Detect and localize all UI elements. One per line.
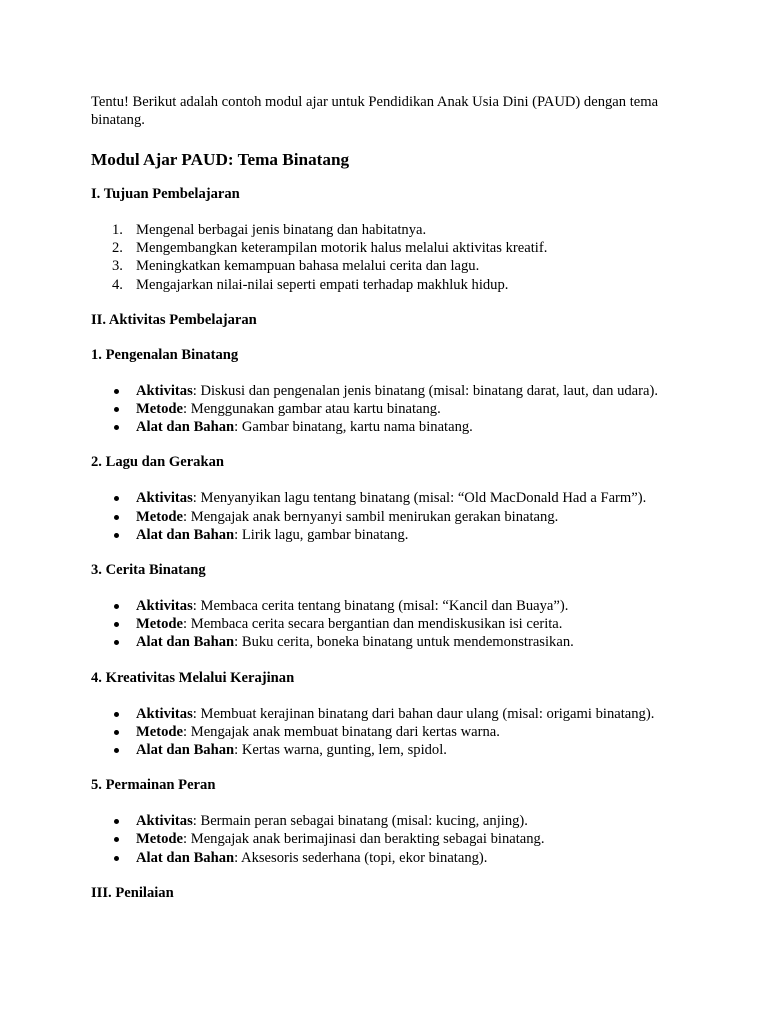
item-label: Metode: [136, 616, 184, 633]
bullet-icon: [114, 622, 119, 627]
item-text: : Mengajak anak bernyanyi sambil menirukan gerakan binatang.: [183, 508, 559, 525]
item-label: Alat dan Bahan: [136, 742, 235, 759]
list-item: [91, 526, 691, 544]
list-item: [91, 257, 691, 275]
list-number: 3.: [112, 258, 123, 275]
list-item: [91, 508, 691, 526]
item-label: Alat dan Bahan: [136, 634, 235, 651]
bullet-icon: [114, 533, 119, 538]
item-label: Aktivitas: [136, 598, 193, 615]
activity-list: [91, 489, 691, 544]
activity-list: [91, 382, 691, 437]
item-text: : Kertas warna, gunting, lem, spidol.: [234, 742, 447, 759]
list-item: [91, 239, 691, 257]
bullet-icon: [114, 515, 119, 520]
item-text: : Bermain peran sebagai binatang (misal: kucing, anjing).: [192, 813, 528, 830]
item-text: : Aksesoris sederhana (topi, ekor binatang).: [234, 849, 488, 866]
item-text: : Gambar binatang, kartu nama binatang.: [234, 419, 473, 436]
bullet-icon: [114, 712, 119, 717]
list-item: [91, 276, 691, 294]
goals-list: [91, 221, 691, 294]
intro-paragraph: Tentu! Berikut adalah contoh modul ajar untuk Pendidikan Anak Usia Dini (PAUD) dengan tema binatang.: [91, 94, 659, 128]
list-number: 4.: [112, 276, 123, 293]
activity-heading: 3. Cerita Binatang: [91, 562, 206, 579]
section-heading-penilaian: III. Penilaian: [91, 884, 174, 901]
item-label: Metode: [136, 723, 184, 740]
list-item: [91, 812, 691, 830]
item-text: : Membuat kerajinan binatang dari bahan daur ulang (misal: origami binatang).: [192, 705, 655, 722]
list-item: [91, 615, 691, 633]
activity-list: [91, 812, 691, 867]
list-item: [91, 418, 691, 436]
section-heading-tujuan: I. Tujuan Pembelajaran: [91, 186, 240, 202]
list-item: [91, 705, 691, 723]
list-item: [91, 830, 691, 848]
bullet-icon: [114, 856, 119, 861]
item-text: : Lirik lagu, gambar binatang.: [234, 526, 409, 543]
list-item-text: Mengembangkan keterampilan motorik halus melalui aktivitas kreatif.: [136, 240, 548, 257]
item-label: Metode: [136, 508, 184, 525]
item-text: : Membaca cerita tentang binatang (misal: “Kancil dan Buaya”).: [192, 598, 569, 615]
item-label: Metode: [136, 401, 184, 418]
bullet-icon: [114, 837, 119, 842]
item-text: : Buku cerita, boneka binatang untuk mendemonstrasikan.: [234, 634, 574, 651]
list-number: 1.: [112, 222, 123, 238]
bullet-icon: [114, 496, 119, 501]
item-label: Aktivitas: [136, 705, 193, 722]
bullet-icon: [114, 730, 119, 735]
list-item: [91, 400, 691, 418]
list-item: [91, 741, 691, 759]
list-item: [91, 489, 691, 507]
item-label: Aktivitas: [136, 490, 193, 507]
list-item: [91, 633, 691, 651]
bullet-icon: [114, 640, 119, 645]
document-title: Modul Ajar PAUD: Tema Binatang: [91, 150, 350, 169]
item-text: : Menggunakan gambar atau kartu binatang.: [183, 401, 441, 418]
item-label: Alat dan Bahan: [136, 526, 235, 543]
item-text: : Membaca cerita secara bergantian dan mendiskusikan isi cerita.: [183, 616, 563, 633]
activity-heading: 5. Permainan Peran: [91, 777, 216, 794]
item-label: Aktivitas: [136, 813, 193, 830]
item-text: : Menyanyikan lagu tentang binatang (misal: “Old MacDonald Had a Farm”).: [192, 490, 647, 507]
item-text: : Mengajak anak berimajinasi dan berakting sebagai binatang.: [183, 831, 545, 848]
list-item-text: Meningkatkan kemampuan bahasa melalui cerita dan lagu.: [136, 258, 480, 275]
bullet-icon: [114, 425, 119, 430]
list-number: 2.: [112, 240, 123, 257]
item-label: Alat dan Bahan: [136, 849, 235, 866]
activity-heading: 4. Kreativitas Melalui Kerajinan: [91, 669, 295, 686]
item-text: : Diskusi dan pengenalan jenis binatang (misal: binatang darat, laut, dan udara).: [192, 382, 659, 399]
bullet-icon: [114, 604, 119, 609]
activity-heading: 2. Lagu dan Gerakan: [91, 454, 224, 471]
bullet-icon: [114, 819, 119, 824]
bullet-icon: [114, 389, 119, 394]
list-item-text: Mengajarkan nilai-nilai seperti empati terhadap makhluk hidup.: [136, 276, 509, 293]
activity-list: [91, 597, 691, 652]
item-text: : Mengajak anak membuat binatang dari kertas warna.: [183, 723, 500, 740]
list-item: [91, 723, 691, 741]
list-item: [91, 597, 691, 615]
bullet-icon: [114, 407, 119, 412]
activity-list: [91, 705, 691, 760]
activity-heading: 1. Pengenalan Binatang: [91, 346, 239, 363]
item-label: Metode: [136, 831, 184, 848]
section-heading-aktivitas: II. Aktivitas Pembelajaran: [91, 311, 257, 328]
item-label: Alat dan Bahan: [136, 419, 235, 436]
document-page: [91, 93, 691, 902]
item-label: Aktivitas: [136, 382, 193, 399]
list-item: [91, 221, 691, 239]
list-item: [91, 849, 691, 867]
list-item: [91, 382, 691, 400]
bullet-icon: [114, 748, 119, 753]
list-item-text: Mengenal berbagai jenis binatang dan habitatnya.: [136, 222, 427, 238]
